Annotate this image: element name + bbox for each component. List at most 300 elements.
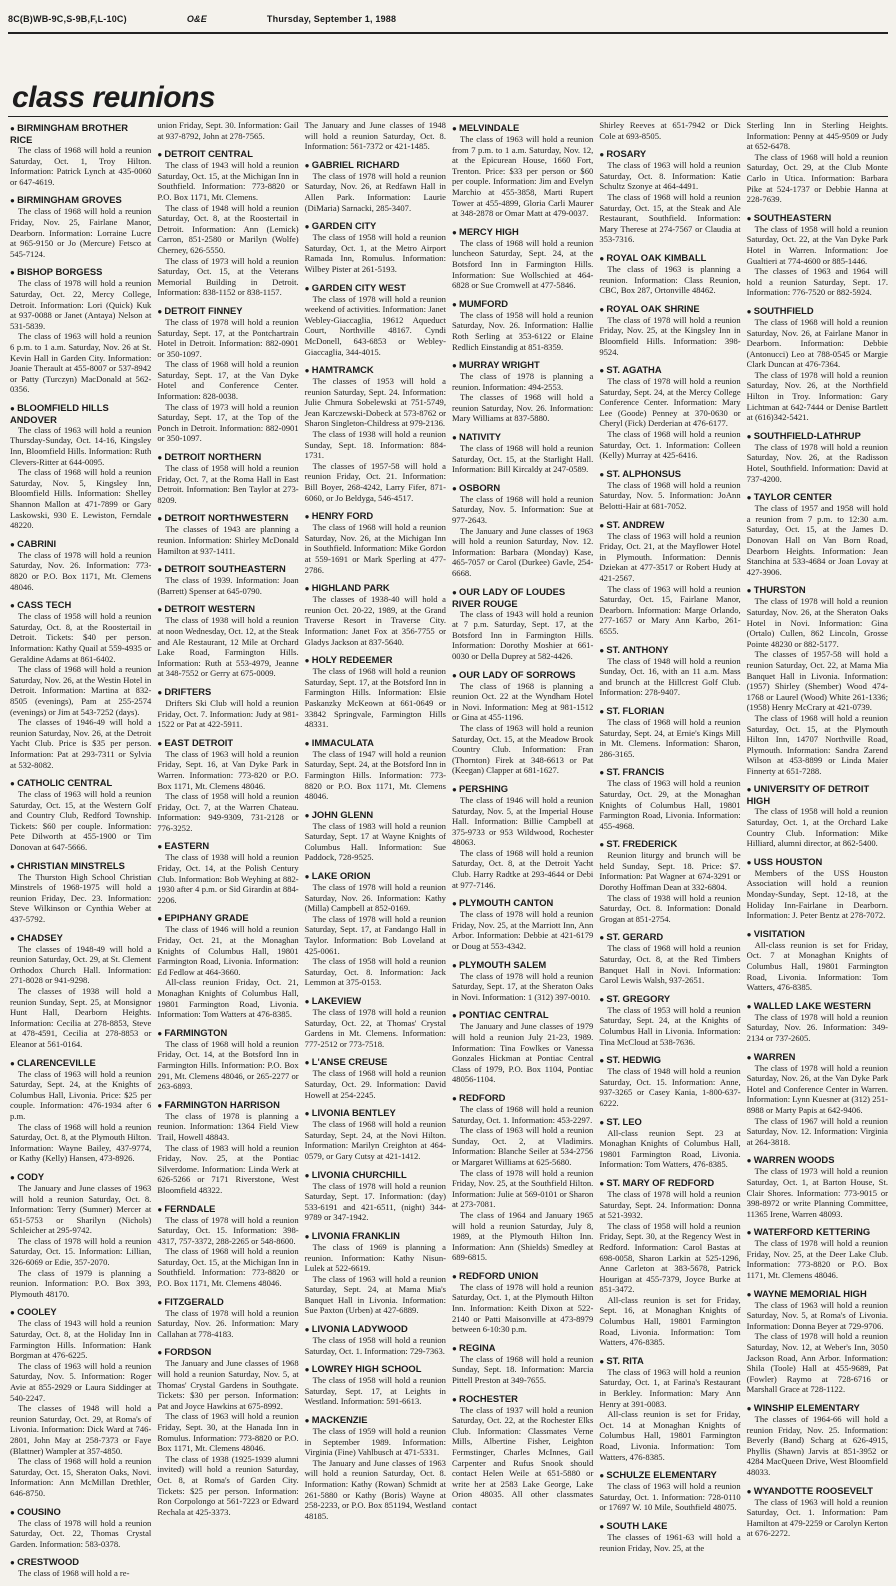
reunion-listing <box>10 266 151 395</box>
school-name: ● SOUTHEASTERN <box>747 212 888 224</box>
school-name: ● DETROIT CENTRAL <box>157 148 298 160</box>
school-name: ● LAKEVIEW <box>305 995 446 1007</box>
reunion-listing <box>452 783 593 890</box>
listing-text: The classes of 1963 and 1964 will hold a reunion Saturday, Sept. 17. Information: 776-7520 or 882-5924. <box>746 266 888 298</box>
school-name: ● CRESTWOOD <box>10 1556 151 1568</box>
reunion-listing <box>157 563 298 596</box>
school-name: ● HENRY FORD <box>305 510 446 522</box>
reunion-listing <box>10 1057 151 1164</box>
listing-text: The class of 1978 will hold a reunion Saturday, Nov. 26. Information: 773-8820 or P.O. Box 1171, Mt. Clemens 48046. <box>10 549 152 592</box>
school-name: ● UNIVERSITY OF DETROIT HIGH <box>747 783 888 806</box>
reunion-listing <box>452 122 593 219</box>
publication-date: Thursday, September 1, 1988 <box>266 14 397 24</box>
school-name: ● LIVONIA BENTLEY <box>305 1107 446 1119</box>
reunion-listing <box>10 402 151 531</box>
school-name: ● GARDEN CITY <box>305 220 446 232</box>
listing-text: The class of 1978 will hold a reunion Saturday, Oct. 22, at Thomas' Crystal Gardens in Mt. Clemens. Information: 777-2512 or 773-7518. <box>304 1007 446 1049</box>
listing-text: The class of 1948 will hold a reunion Saturday, Oct. 15. Information: Anne, 937-3265 or Casey Kania, 1-800-637-6222. <box>599 1066 741 1108</box>
listing-text: All-class reunion is set for Friday, Oct. 7 at Monaghan Knights of Columbus Hall, 19801 Farmington Road, Livonia. Information: Tom Watters, 476-8385. <box>746 939 888 993</box>
reunion-listing <box>157 1203 298 1289</box>
school-name: ● IMMACULATA <box>305 737 446 749</box>
reunion-listing <box>305 1107 446 1161</box>
listing-text: The class of 1963 will hold a reunion Saturday, Oct. 29, at the Monaghan Knights of Columbus Hall, 19801 Farmington Road, Livonia. Information: 455-4968. <box>599 778 741 831</box>
reunion-listing <box>599 1116 740 1170</box>
listing-text: The class of 1943 will hold a reunion at 7 p.m. Saturday, Sept. 17, at the Botsford Inn in Farmington Hills. Information: Dorothy Moshier at 661-0030 or Della Duprey at 582-4426. <box>451 608 594 661</box>
listing-text: The class of 1968 will hold a reunion Saturday, Sept. 24, at Ernie's Kings Mill in Mt. Clemens. Information: Sharon, 286-3165. <box>599 716 741 759</box>
school-name: ● REGINA <box>452 1342 593 1354</box>
listing-text: The class of 1953 will hold a reunion Saturday, Sept. 24, at the Knights of Columbus Hall in Livonia. Information: Tina McCloud at 538-7636. <box>599 1004 741 1047</box>
school-name: ● ST. FREDERICK <box>599 838 740 850</box>
reunion-listing <box>305 282 446 358</box>
school-name: ● EASTERN <box>157 840 298 852</box>
listing-text: The class of 1938 will hold a reunion Friday, Oct. 14, at the Polish Century Club. Information: Bob Weyhing at 882-1930 after 4 p.m. or Sid Girardin at 884-2206. <box>157 852 299 905</box>
school-name: ● CHADSEY <box>10 932 151 944</box>
listing-text: The class of 1964 and January 1965 will hold a reunion Saturday, July 8, 1989, at the Plymouth Hilton Inn. Information: Ann (Shields) Smedley at 689-6815. <box>451 1209 594 1263</box>
listing-text: The class of 1958 will hold a reunion Saturday, Nov. 26. Information: Hallie Roth Serling at 353-6122 or Elaine Redlich Einstandig at 851-8359. <box>451 309 594 352</box>
school-name: ● FERNDALE <box>157 1203 298 1215</box>
listing-text: The class of 1943 will hold a reunion Saturday, Oct. 8, at the Holiday Inn in Farmington Hills. Information: Hank Borgman at 476-6225. <box>10 1318 152 1361</box>
listing-text: The class of 1946 will hold a reunion Friday, Oct. 21, at the Monaghan Knights of Columbus Hall, 19801 Farmington Road, Livonia. Information: Ed Fedlow at 464-3660. <box>157 924 299 977</box>
reunion-listing <box>305 809 446 863</box>
reunion-listing <box>157 451 298 505</box>
listing-text: The class of 1947 will hold a reunion Saturday, Sept. 24, at the Botsford Inn in Farmington Hills. Information: 773-8820 or P.O. Box 1171, Mt. Clemens 48046. <box>304 748 446 802</box>
listing-text: The class of 1973 will hold a reunion Saturday, Sept. 17, at the Top of the Ponch in Detroit. Information: 882-0901 or 350-1097. <box>157 401 299 444</box>
listing-text: The classes of 1938-40 will hold a reunion Oct. 20-22, 1989, at the Grand Traverse Resort in Traverse City. Information: Janet Fox at 356-7755 or Gladys Jackson at 837-5640. <box>304 594 446 647</box>
reunion-listing <box>599 705 740 759</box>
reunion-listing <box>10 1306 151 1498</box>
listing-text: The class of 1968 will hold a reunion Saturday, Oct. 15, at the Steak and Ale Restaurant, Southfield. Information: Mary Therese at 274-7567 or Claudia at 353-7316. <box>599 191 741 245</box>
reunion-listing <box>157 1346 298 1517</box>
reunion-listing <box>599 252 740 296</box>
reunion-listing <box>305 1414 446 1521</box>
listing-text: The class of 1978 will hold a reunion Saturday, Oct. 15. Information: 398-4317, 757-3372, 288-2265 or 548-8600. <box>157 1214 299 1246</box>
listing-text: The classes of 1961-63 will hold a reunion Friday, Nov. 25, at the <box>599 1531 741 1553</box>
school-name: ● WARREN WOODS <box>747 1154 888 1166</box>
listing-text: The class of 1968 is planning a reunion Oct. 22 at the Wyndham Hotel in Novi. Information: Meg at 981-1512 or Gina at 455-1196. <box>451 680 594 723</box>
column-3 <box>305 120 446 1586</box>
reunion-listing <box>157 120 298 141</box>
listing-text: The class of 1958 will hold a reunion Saturday, Sept. 17, at Leights in Westland. Information: 591-6613. <box>304 1375 446 1407</box>
listing-text: The class of 1978 will hold a reunion Friday, Nov. 25, at the Kingsley Inn in Bloomfield Hills. Information: 398-9524. <box>599 314 741 357</box>
listing-text: Shirley Reeves at 651-7942 or Dick Cole at 693-8505. <box>599 120 741 141</box>
school-name: ● FITZGERALD <box>157 1296 298 1308</box>
listing-text: The class of 1968 will hold a reunion Saturday, Nov. 26, at Fairlane Manor in Dearborn. Information: Debbie (Antonucci) Leo at 788-0545 or Margie Clark Duncan at 476-7364. <box>746 316 888 370</box>
school-name: ● WINSHIP ELEMENTARY <box>747 1402 888 1414</box>
reunion-listing <box>599 1355 740 1462</box>
listing-text: The classes of 1938 will hold a reunion Sunday, Sept. 25, at Monsignor Hunt Hall, Dearborn Heights. Information: Cecilia at 278-8853, Steve at 478-4591, Cecilia at 278-8853 or Eleanor at 561-0164. <box>10 986 152 1049</box>
listing-text: The class of 1978 will hold a reunion Saturday, Nov. 26. Information: 349-2134 or 737-2605. <box>746 1011 888 1043</box>
listing-text: The class of 1968 will hold a reunion Saturday, Nov. 26, at the Michigan Inn in Southfield. Information: Mike Gordon at 559-1691 or Mark Sperling at 477-2786. <box>304 522 446 575</box>
school-name: ● OSBORN <box>452 482 593 494</box>
reunion-listing <box>305 582 446 647</box>
school-name: ● BISHOP BORGESS <box>10 266 151 278</box>
listing-text: The class of 1973 will hold a reunion Saturday, Oct. 1, at Barton House, St. Clair Shores. Information: 773-9015 or 398-8972 or write Planning Committee, 11365 Irene, Warren 48093. <box>746 1166 888 1219</box>
listing-text: All-class reunion Friday, Oct. 21, Monaghan Knights of Columbus Hall, 19801 Farmington Road, Livonia. Information: Tom Watters at 476-8385. <box>157 977 299 1020</box>
reunion-listing <box>305 995 446 1049</box>
listing-text: The class of 1958 will hold a reunion Friday, Sept. 30, at the Regency West in Redford. Information: Carol Bastas at 698-0058, Sharon Larkin at 525-1296, Anne Carleton at 383-5678, Patrick Hourigan at 455-7379, Joyce Burke at 851-3472. <box>599 1220 741 1295</box>
listing-text: The class of 1978 will hold a reunion Saturday, Sept. 24. Information: Donna at 521-3932. <box>599 1188 741 1221</box>
listing-text: The class of 1978 will hold a reunion Saturday, Nov. 26, at the Van Dyke Park Hotel and Conference Center in Warren. Information: Lynn Kuesner at (312) 251-8988 or Marty Papis at 642-9406. <box>746 1062 888 1115</box>
school-name: ● ROYAL OAK KIMBALL <box>599 252 740 264</box>
listing-text: The class of 1968 will hold a reunion Saturday, Oct. 15, at the Plymouth Hilton Inn, 14707 Northville Road, Plymouth. Information: Sandra Zarend Wilson at 453-8899 or Linda Maier Finnerty at 651-7288. <box>746 712 888 776</box>
listing-text: The class of 1938 will hold a reunion Sunday, Sept. 18. Information: 884-1731. <box>304 429 446 461</box>
reunion-listing <box>599 993 740 1047</box>
school-name: ● PLYMOUTH SALEM <box>452 959 593 971</box>
listing-text: The class of 1968 will hold a reunion Saturday, Oct. 29, at the Club Monte Carlo in Utica. Information: Barbara Pike at 524-1737 or Debbie Hanna at 228-7639. <box>746 151 888 205</box>
school-name: ● ST. FRANCIS <box>599 766 740 778</box>
listing-text: The class of 1959 will hold a reunion in September 1989. Information: Virginia (Fine) Vahlbusch at 471-5331. <box>304 1426 446 1458</box>
school-name: ● COUSINO <box>10 1506 151 1518</box>
reunion-listing <box>157 148 298 298</box>
reunion-listing <box>599 1520 740 1553</box>
reunion-listing <box>599 931 740 985</box>
listing-text: The class of 1978 will hold a reunion Saturday, Nov. 26, at the Northfield Hilton in Troy. Information: Gary Lichtman at 642-7444 or Denise Bartlett at (616)342-5421. <box>746 369 888 423</box>
reunion-listing <box>305 1230 446 1316</box>
school-name: ● SCHULZE ELEMENTARY <box>599 1469 740 1481</box>
reunion-listing <box>10 1506 151 1550</box>
listing-text: The class of 1978 will hold a reunion Friday, Nov. 25, at the Marriott Inn, Ann Arbor. Information: Debbie at 421-6179 or Doug at 553-4342. <box>451 909 594 952</box>
reunion-listing <box>747 1051 888 1148</box>
school-name: ● WAYNE MEMORIAL HIGH <box>747 1288 888 1300</box>
reunion-listing <box>305 654 446 730</box>
school-name: ● ST. MARY OF REDFORD <box>599 1177 740 1189</box>
reunion-listing <box>599 1177 740 1348</box>
school-name: ● HAMTRAMCK <box>305 364 446 376</box>
school-name: ● FORDSON <box>157 1346 298 1358</box>
listing-text: The class of 1963 will hold a reunion Saturday, Oct. 1. Information: 728-0110 or 17697 W. 10 Mile, Southfield 48075. <box>599 1481 741 1513</box>
listing-text: The class of 1963 will hold a reunion 6 p.m. to 1 a.m. Saturday, Nov. 26 at St. Kevin Hall in Garden City. Information: Joanie Therault at 455-8007 or 537-8942 or Patty (Turczyn) MacDonald at 562-0356. <box>10 331 152 395</box>
reunion-listing <box>599 303 740 357</box>
reunion-listing <box>305 510 446 575</box>
reunion-listing <box>747 305 888 423</box>
listing-text: The class of 1968 will hold a re- <box>18 1568 130 1579</box>
reunion-listing <box>599 364 740 461</box>
reunion-listing <box>747 120 888 205</box>
listing-text: The class of 1938 will hold a reunion Saturday, Oct. 8. Information: Donald Grogan at 851-2754. <box>599 892 741 924</box>
listing-text: The class of 1963 is planning a reunion. Information: Class Reunion, CBC, Box 287, Ortonville 48462. <box>599 263 741 296</box>
school-name: ● CATHOLIC CENTRAL <box>10 777 151 789</box>
school-name: ● GABRIEL RICHARD <box>305 159 446 171</box>
school-name: ● CODY <box>10 1171 151 1183</box>
listing-text: The class of 1968 will hold a reunion Saturday, Oct. 8, at the Plymouth Hilton. Information: Wayne Bailey, 437-9774, or Kathy (Kelly) Hansen, 473-8926. <box>10 1121 152 1164</box>
school-name: ● ST. ALPHONSUS <box>599 468 740 480</box>
reunion-listing <box>305 220 446 274</box>
reunion-listing <box>157 686 298 730</box>
school-name: ● THURSTON <box>747 584 888 596</box>
school-name: ● SOUTHFIELD-LATHRUP <box>747 430 888 442</box>
reunion-listing <box>452 226 593 291</box>
reunion-listing <box>599 1469 740 1513</box>
listing-text: The classes of 1953 will hold a reunion Saturday, Sept. 24. Information: Julie Chmura Sobelewski at 751-5749, Jean Karczewski-Dobeck at 573-8762 or Sharon Singleton-Childress at 979-2136. <box>304 376 446 429</box>
listing-text: Drifters Ski Club will hold a reunion Friday, Oct. 7. Information: Judy at 981-1522 or Pat at 422-5911. <box>157 697 299 730</box>
listing-text: The class of 1968 will hold a reunion Sunday, Sept. 18. Information: Marcia Pittell Preston at 349-7655. <box>451 1353 594 1386</box>
listing-text: The class of 1958 will hold a reunion Saturday, Oct. 8. Information: Jack Lemmon at 375-0153. <box>304 956 446 988</box>
school-name: ● WATERFORD KETTERING <box>747 1226 888 1238</box>
reunion-listing <box>10 122 151 187</box>
listing-text: The January and June classes of 1948 will hold a reunion Saturday, Oct. 8. Information: 561-7372 or 421-1485. <box>304 120 446 152</box>
school-name: ● MERCY HIGH <box>452 226 593 238</box>
top-rule <box>8 32 888 34</box>
reunion-listing <box>10 1171 151 1300</box>
listing-text: The class of 1958 will hold a reunion Friday, Oct. 7, at the Roma Hall in East Detroit. Information: Ben Taylor at 273-8209. <box>157 463 299 505</box>
listing-text: The class of 1978 will hold a reunion Saturday, Nov. 26. Information: Mary Callahan at 778-4183. <box>157 1307 299 1339</box>
reunion-listing <box>305 364 446 503</box>
listing-text: The class of 1978 will hold a reunion Friday, Nov. 25, at the Deer Lake Club. Information: 773-8820 or P.O. Box 1171, Mt. Clemens 48046. <box>746 1238 888 1281</box>
listing-text: The class of 1958 will hold a reunion Saturday, Oct. 1. Information: 729-7363. <box>304 1335 446 1356</box>
school-name: ● SOUTH LAKE <box>599 1520 740 1532</box>
school-name: ● SOUTHFIELD <box>747 305 888 317</box>
reunion-listing <box>10 1556 151 1579</box>
school-name: ● ST. HEDWIG <box>599 1054 740 1066</box>
reunion-listing <box>10 777 151 853</box>
reunion-listing <box>747 856 888 921</box>
listing-columns <box>10 120 888 1579</box>
listing-text: Reunion liturgy and brunch will be held Sunday, Sept. 18. Price: $7. Information: Pat Wagner at 674-3291 or Dorothy Hoffman Dean at 332-6804. <box>599 850 741 893</box>
listing-text: The class of 1958 will hold a reunion Saturday, Oct. 8, at the Roostertail in Detroit. Tickets: $40 per person. Information: Kathy Quail at 559-4935 or Geraldine Adams at 861-6402. <box>10 611 152 664</box>
reunion-listing <box>305 737 446 802</box>
listing-text: The class of 1946 will hold a reunion Saturday, Nov. 5, at the Imperial House Hall. Information: Billie Campbell at 375-9733 or 953 Wildwood, Rochester 48063. <box>451 794 594 848</box>
school-name: ● EAST DETROIT <box>157 737 298 749</box>
listing-text: The class of 1963 will hold a reunion Saturday, Oct. 1, at Farina's Restaurant in Berkley. Information: Mary Ann Henry at 391-0083. <box>599 1366 741 1409</box>
school-name: ● ST. GERARD <box>599 931 740 943</box>
reunion-listing <box>747 212 888 298</box>
listing-text: The class of 1968 will hold a reunion Friday, Nov. 25, Fairlane Manor, Dearborn. Information: Lorraine Lucre at 965-9150 or Jo (Mercure) Fetsco at 545-7124. <box>10 206 152 259</box>
school-name: ● DETROIT NORTHERN <box>157 451 298 463</box>
reunion-listing <box>452 959 593 1003</box>
school-name: ● OUR LADY OF LOUDES RIVER ROUGE <box>452 586 593 609</box>
listing-text: The class of 1967 will hold a reunion Saturday, Nov. 12. Information: Virginia at 264-3818. <box>746 1115 888 1147</box>
listing-text: The class of 1963 will hold a reunion Saturday, Oct. 15, Fairlane Manor, Dearborn. Information: Marge Orlando, 277-1657 or Mary Ann Karbo, 261-6555. <box>599 583 741 636</box>
school-name: ● JOHN GLENN <box>305 809 446 821</box>
listing-text: The class of 1963 will hold a reunion Thursday-Sunday, Oct. 14-16, Kingsley Inn, Bloomfield Hills. Information: Ruth Clevers-Ritter at 644-0095. <box>10 424 152 467</box>
listing-text: Sterling Inn in Sterling Heights. Information: Penny at 445-9509 or Judy at 652-6478. <box>746 120 888 152</box>
school-name: ● COOLEY <box>10 1306 151 1318</box>
school-name: ● ROSARY <box>599 148 740 160</box>
reunion-listing <box>599 468 740 512</box>
listing-text: The class of 1978 is planning a reunion. Information: 494-2553. <box>451 371 594 392</box>
school-name: ● ST. ANTHONY <box>599 644 740 656</box>
reunion-listing <box>157 737 298 834</box>
listing-text: The January and June classes of 1963 will hold a reunion Saturday, Oct. 8. Information: Kathy (Rowan) Schmidt at 261-5880 or Kathy (Boris) Wayne at 258-2233, or P.O. Box 851194, Westland 48185. <box>304 1457 446 1521</box>
reunion-listing <box>157 1099 298 1196</box>
listing-text: The class of 1978 will hold a reunion Saturday, Sept. 17. Information: (day) 533-6191 and 421-6511, (night) 344-9789 or 347-1942. <box>304 1180 446 1223</box>
listing-text: The class of 1963 will hold a reunion Saturday, Nov. 5, at Roma's of Livonia. Information: Donna Beyer at 729-9706. <box>746 1299 888 1331</box>
listing-text: The class of 1963 will hold a reunion from 7 p.m. to 1 a.m. Saturday, Nov. 12, at the Epicurean House, 1660 Fort, Trenton. Price: $33 per person or $60 per couple. Information: Jim and Evelyn Marchio at 455-3858, Marti Rupert Tower at 455-4899, Gloria Carli Maurer at 348-2878 or Omar Matt at 479-0037. <box>451 134 594 219</box>
reunion-listing <box>599 1054 740 1108</box>
reunion-listing <box>452 669 593 776</box>
school-name: ● BIRMINGHAM BROTHER RICE <box>10 122 151 145</box>
listing-text: The classes of 1957-58 will hold a reunion Friday, Oct. 21. Information: Bill Boyer, 268-4242, Larry Fifer, 871-6060, or Jo Beldyga, 546-4517. <box>304 460 446 503</box>
listing-text: The class of 1978 will hold a reunion Friday, Nov. 25, at the Southfield Hilton. Information: Julie at 569-0101 or Sharon at 273-7081. <box>451 1167 594 1210</box>
school-name: ● ST. LEO <box>599 1116 740 1128</box>
listing-text: The January and June classes of 1979 will hold a reunion July 21-23, 1989. Information: Tina Fowlkes or Vanessa Gonzales Hickman at Pontiac Central Class of 1979, P.O. Box 1104, Pontiac 48056-1104. <box>451 1021 594 1085</box>
reunion-listing <box>157 512 298 556</box>
school-name: ● MURRAY WRIGHT <box>452 359 593 371</box>
reunion-listing <box>747 1402 888 1478</box>
school-name: ● PONTIAC CENTRAL <box>452 1009 593 1021</box>
listing-text: The January and June classes of 1968 will hold a reunion Saturday, Nov. 5, at Thomas' Crystal Gardens in Southgate. Tickets: $30 per person. Information: Pat and Joyce Hawkins at 675-8992. <box>157 1358 299 1411</box>
school-name: ● BIRMINGHAM GROVES <box>10 194 151 206</box>
listing-text: The class of 1978 will hold a reunion weekend of activities. Information: Janet Webley-Giaccaglia, 19612 Aqueduct Court, Northville 48167. Cyndi McDonell, 643-6853 or Webley-Giaccaglia, 344-4015. <box>304 293 446 357</box>
school-name: ● CLARENCEVILLE <box>10 1057 151 1069</box>
listing-text: The class of 1968 will hold a reunion Saturday, Sept. 17, at the Van Dyke Hotel and Conference Center. Information: 828-0038. <box>157 359 299 402</box>
reunion-listing <box>10 599 151 770</box>
listing-text: The class of 1963 will hold a reunion Saturday, Oct. 15, at the Western Golf and Country Club, Redford Township. Tickets: $60 per couple. Information: Pete Dilworth at 455-1900 or Tim Donovan at 647-5666. <box>10 789 152 853</box>
listing-text: The class of 1968 will hold a reunion Saturday, Oct. 15, Sheraton Oaks, Novi. Information: Ann McMillan Drethler, 646-8750. <box>10 1456 152 1498</box>
listing-text: The class of 1963 will hold a reunion Friday, Oct. 21, at the Mayflower Hotel in Plymouth. Information: Dennis Dziekan at 477-3517 or Robert Hudy at 421-2567. <box>599 530 741 583</box>
listing-text: The classes of 1946-49 will hold a reunion Saturday, Nov. 26, at the Detroit Yacht Club. Price is $35 per person. Information: Pat at 293-7311 or Sylvia at 532-8082. <box>10 717 152 770</box>
reunion-listing <box>157 305 298 444</box>
reunion-listing <box>452 586 593 662</box>
reunion-listing <box>452 897 593 951</box>
listing-text: The class of 1983 will hold a reunion Saturday, Sept. 17 at Wayne Knights of Columbus Hall. Information: Sue Paddock, 728-9525. <box>304 820 446 863</box>
listing-text: The class of 1968 will hold a reunion Friday, Oct. 14, at the Botsford Inn in Farmington Hills. Information: P.O. Box 291, Mt. Clemens 48046, or 265-2277 or 263-6893. <box>157 1038 299 1092</box>
listing-text: The class of 1939. Information: Joan (Barrett) Spenser at 645-0790. <box>157 575 299 596</box>
school-name: ● PERSHING <box>452 783 593 795</box>
school-name: ● L'ANSE CREUSE <box>305 1056 446 1068</box>
school-name: ● MELVINDALE <box>452 122 593 134</box>
reunion-listing <box>157 1027 298 1092</box>
listing-text: The class of 1968 will hold a reunion Saturday, Oct. 1. Information: 453-2297. <box>451 1103 594 1125</box>
column-1 <box>10 120 151 1586</box>
listing-text: The class of 1958 will hold a reunion Saturday, Oct. 1, at the Metro Airport Ramada Inn, Romulus. Information: Wilbey Pister at 261-5193. <box>304 232 446 274</box>
reunion-listing <box>157 1296 298 1340</box>
listing-text: The class of 1978 will hold a reunion Saturday, Nov. 26, at Redfawn Hall in Allen Park. Information: Laurie (DiMaria) Sarnacki, 285-3407. <box>304 170 446 213</box>
listing-text: The class of 1969 is planning a reunion. Information: Kathy Nisun-Lulek at 522-6619. <box>304 1241 446 1274</box>
listing-text: The class of 1973 will hold a reunion Saturday, Oct. 15, at the Veterans Memorial Building in Detroit. Information: 838-1152 or 838-1157. <box>157 255 299 298</box>
listing-text: union Friday, Sept. 30. Information: Gail at 937-8792, John at 278-7565. <box>157 120 299 141</box>
listing-text: The classes of 1948 will hold a reunion Saturday, Oct. 29, at Roma's of Livonia. Information: Dick Ward at 746-2801, John May at 258-7373 or Faye (Blattner) Wampler at 357-4850. <box>10 1403 152 1456</box>
listing-text: The class of 1968 will hold a reunion Saturday, Sept. 17, at the Botsford Inn in Farmington Hills. Information: Elsie Paskanzky McKeown at 661-0649 or 33842 Springvale, Farmington Hills 48331. <box>304 666 446 730</box>
school-name: ● ST. GREGORY <box>599 993 740 1005</box>
listing-text: The class of 1983 will hold a reunion Friday, Nov. 25, at the Pontiac Silverdome. Information: Linda Werk at 626-5266 or 7171 Riverstone, West Bloomfield 48322. <box>157 1142 299 1195</box>
school-name: ● LIVONIA FRANKLIN <box>305 1230 446 1242</box>
school-name: ● LIVONIA CHURCHILL <box>305 1169 446 1181</box>
school-name: ● GARDEN CITY WEST <box>305 282 446 294</box>
reunion-listing <box>747 928 888 993</box>
reunion-listing <box>10 194 151 259</box>
reunion-listing <box>747 491 888 577</box>
reunion-listing <box>305 1169 446 1223</box>
listing-text: The class of 1968 will hold a reunion Saturday, Nov. 5. Information: JoAnn Belotti-Hair at 681-7052. <box>599 479 741 512</box>
school-name: ● OUR LADY OF SORROWS <box>452 669 593 681</box>
reunion-listing <box>452 1270 593 1335</box>
reunion-listing <box>452 359 593 424</box>
listing-text: All-class reunion Sept. 23 at Monaghan Knights of Columbus Hall, 19801 Farmington Road, Livonia. Information: Tom Watters, 476-8385. <box>599 1127 741 1170</box>
listing-text: The classes of 1948-49 will hold a reunion Saturday, Oct. 29, at St. Clement Orthodox Church Hall. Information: 271-8028 or 941-9298. <box>10 943 152 986</box>
reunion-listing <box>452 1393 593 1511</box>
column-2 <box>157 120 298 1586</box>
reunion-listing <box>599 120 740 141</box>
listing-text: The class of 1968 will hold a reunion Saturday, Oct. 15, at the Michigan Inn in Southfield. Information: 773-8820 or P.O. Box 1171, Mt. Clemens 48046. <box>157 1246 299 1289</box>
listing-text: The class of 1968 will hold a reunion Saturday, Oct. 1. Information: Colleen (Kelly) Murray at 425-6416. <box>599 429 741 461</box>
reunion-listing <box>599 148 740 245</box>
listing-text: All-class reunion is set for Friday, Sept. 16, at Monaghan Knights of Columbus Hall, 19801 Farmington Road, Livonia. Information: Tom Watters, 476-8385. <box>599 1294 741 1348</box>
listing-text: The class of 1968 will hold a reunion luncheon Saturday, Sept. 24, at the Botsford Inn in Farmington Hills. Information: Sue Wollschied at 464-6828 or Sue Cromwell at 477-5846. <box>451 237 594 291</box>
school-name: ● EPIPHANY GRADE <box>157 912 298 924</box>
reunion-listing <box>157 840 298 905</box>
listing-text: The class of 1958 will hold a reunion Friday, Oct. 7, at the Warren Chateau. Information: 949-9309, 731-2128 or 776-3252. <box>157 791 299 833</box>
listing-text: The class of 1957 and 1958 will hold a reunion from 7 p.m. to 12:30 a.m. Saturday, Oct. 15, at the James D. Donovan Hall on Van Born Road, Dearborn Heights. Information: Jean Stanchina at 533-4684 or Joan Lovay at 427-3906. <box>746 503 888 577</box>
school-name: ● LIVONIA LADYWOOD <box>305 1323 446 1335</box>
publication-name: O&E <box>186 14 207 24</box>
listing-text: The class of 1948 will hold a reunion Saturday, Oct. 8, at the Roostertail in Detroit. Information: Ann (Lemick) Carron, 851-2580 or Marilyn (Wolfe) Cherney, 626-5550. <box>157 202 299 255</box>
listing-text: The class of 1963 will hold a reunion Sunday, Oct. 2, at Vladimirs. Information: Blanche Seiler at 534-2756 or Margaret Williams at 625-5680. <box>451 1125 594 1167</box>
reunion-listing <box>747 1000 888 1044</box>
listing-text: The class of 1978 will hold a reunion Saturday, Sept. 24, at the Mercy College Conference Center. Information: Mary Lee (Goode) Penney at 370-0630 or Cheryl (Fick) Derderian at 476-6177. <box>599 376 741 429</box>
school-name: ● DETROIT FINNEY <box>157 305 298 317</box>
reunion-listing <box>305 1323 446 1356</box>
section-title: class reunions <box>12 81 216 114</box>
listing-text: The class of 1963 will hold a reunion Saturday, Oct. 1. Information: Pam Hamilton at 479-2259 or Carolyn Kerton at 676-2272. <box>746 1496 888 1539</box>
page-folio <box>8 14 888 28</box>
reunion-listing <box>747 1154 888 1219</box>
school-name: ● MUMFORD <box>452 298 593 310</box>
listing-text: The class of 1948 will hold a reunion Sunday, Oct. 16, with an 11 a.m. Mass and brunch at the Hillcrest Golf Club. Information: 278-9407. <box>599 655 741 698</box>
listing-text: Members of the USS Houston Association will hold a reunion Monday-Sunday, Sept. 12-18, at the Holiday Inn-Fairlane in Dearborn. Information: J. Peter Bentz at 278-7072. <box>746 867 888 921</box>
school-name: ● HIGHLAND PARK <box>305 582 446 594</box>
school-name: ● ST. FLORIAN <box>599 705 740 717</box>
listing-text: The class of 1958 will hold a reunion Saturday, Oct. 1, at the Orchard Lake Country Club. Information: Mike Hilliard, alumni director, at 862-5400. <box>746 806 888 849</box>
listing-text: The classes of 1964-66 will hold a reunion Friday, Nov. 25. Information: Beverly (Band) Scharg at 626-4915, Phyllis (Shawn) Jarvis at 851-3952 or 4284 MacQueen Drive, West Bloomfield 48033. <box>746 1414 888 1477</box>
reunion-listing <box>599 644 740 698</box>
school-name: ● DRIFTERS <box>157 686 298 698</box>
school-name: ● CHRISTIAN MINSTRELS <box>10 860 151 872</box>
listing-text: The class of 1978 will hold a reunion Saturday, Nov. 26. Information: Kathy (Milla) Campbell at 852-0169. <box>304 882 446 914</box>
listing-text: The class of 1978 will hold a reunion Saturday, Oct. 22, Thomas Crystal Garden. Information: 583-0378. <box>10 1517 152 1549</box>
listing-text: The class of 1963 will hold a reunion Saturday, Oct. 15, at the Meadow Brook Country Club. Information: Fran (Thornton) Firek at 348-6613 or Pat (Keegan) Clapper at 681-1627. <box>451 722 594 776</box>
listing-text: The class of 1978 will hold a reunion Saturday, Oct. 22, Mercy College, Detroit. Information: Lori (Quick) Kuk at 937-0088 or Janet (Antaya) Nelson at 531-5839. <box>10 278 152 331</box>
reunion-listing <box>305 1056 446 1100</box>
school-name: ● ROCHESTER <box>452 1393 593 1405</box>
school-name: ● LAKE ORION <box>305 870 446 882</box>
listing-text: The class of 1978 will hold a reunion Saturday, Nov. 12, at Weber's Inn, 3050 Jackson Road, Ann Arbor. Information: Shila (Toole) Hall at 455-9689, Pat (Fowler) Raymo at 728-6716 or Marshall Grace at 728-1122. <box>746 1331 888 1395</box>
school-name: ● VISITATION <box>747 928 888 940</box>
reunion-listing <box>747 584 888 776</box>
school-name: ● WYANDOTTE ROOSEVELT <box>747 1485 888 1497</box>
reunion-listing <box>452 431 593 475</box>
listing-text: The Thurston High School Christian Minstrels of 1968-1975 will hold a reunion Friday, Dec. 23. Information: Steve Wilkinson or Cynthia Weber at 437-5792. <box>10 871 152 925</box>
listing-text: The class of 1968 will hold a reunion Saturday, Nov. 5, Kingsley Inn, Bloomfield Hills. Information: Shelley Shannon Mallon at 471-7899 or Gary Laskowski, 930 E. Lewiston, Ferndale 48220. <box>10 467 152 531</box>
listing-text: The classes of 1943 are planning a reunion. Information: Shirley McDonald Hamilton at 937-1411. <box>157 524 299 556</box>
reunion-listing <box>305 159 446 213</box>
column-6 <box>747 120 888 1586</box>
listing-text: The class of 1963 will hold a reunion Saturday, Nov. 5. Information: Roger Avie at 855-2929 or Laura Siddinger at 540-2247. <box>10 1360 152 1403</box>
school-name: ● CASS TECH <box>10 599 151 611</box>
reunion-listing <box>747 430 888 484</box>
reunion-listing <box>305 870 446 988</box>
edition-code: 8C(B)WB-9C,S-9B,F,L-10C) <box>8 14 127 24</box>
listing-text: The classes of 1957-58 will hold a reunion Saturday, Oct. 22, at Mama Mia Banquet Hall in Livonia. Information: (1957) Shirley (Shember) Wood 474-1768 or Laurel (Wood) White 261-1336; (1958) Henry McCrary at 421-0739. <box>746 649 888 713</box>
column-5 <box>599 120 740 1586</box>
school-name: ● NATIVITY <box>452 431 593 443</box>
school-name: ● REDFORD <box>452 1092 593 1104</box>
listing-text: The class of 1978 will hold a reunion Saturday, Sept. 17, at the Pontchartrain Hotel in Detroit. Information: 882-0901 or 350-1097. <box>157 316 299 359</box>
school-name: ● FARMINGTON <box>157 1027 298 1039</box>
listing-text: The class of 1978 will hold a reunion Saturday, Oct. 1, at the Plymouth Hilton Inn. Information: Keith Dixon at 522-2140 or Patti Maisonville at 473-8979 between 6-10:30 p.m. <box>451 1281 594 1335</box>
school-name: ● ROYAL OAK SHRINE <box>599 303 740 315</box>
listing-text: The class of 1963 will hold a reunion Saturday, Oct. 8. Information: Katie Schultz Szonye at 464-4491. <box>599 160 741 192</box>
reunion-listing <box>10 538 151 592</box>
column-4 <box>452 120 593 1586</box>
school-name: ● TAYLOR CENTER <box>747 491 888 503</box>
reunion-listing <box>452 298 593 352</box>
listing-text: The class of 1963 will hold a reunion Friday, Sept. 16, at Van Dyke Park in Warren. Information: 773-820 or P.O. Box 1171, Mt. Clemens 48046. <box>157 748 299 791</box>
school-name: ● USS HOUSTON <box>747 856 888 868</box>
listing-text: The class of 1979 is planning a reunion. Information: P.O. Box 393, Plymouth 48170. <box>10 1267 152 1299</box>
school-name: ● FARMINGTON HARRISON <box>157 1099 298 1111</box>
school-name: ● DETROIT NORTHWESTERN <box>157 512 298 524</box>
